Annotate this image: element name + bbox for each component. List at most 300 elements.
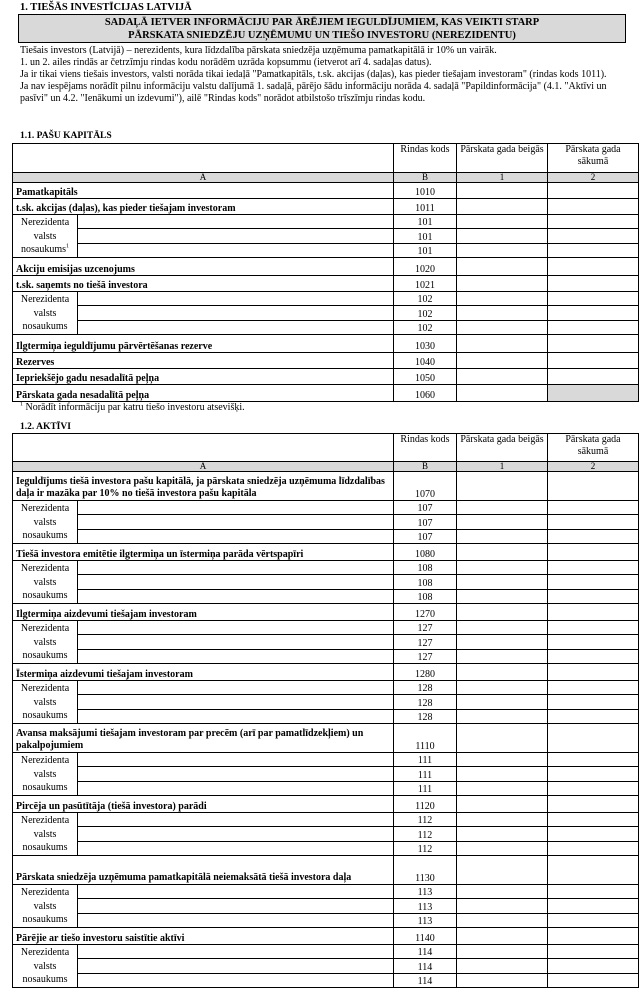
value-cell-year-start[interactable] xyxy=(548,856,639,885)
value-cell-year-end[interactable] xyxy=(457,767,548,781)
row-code: 113 xyxy=(394,913,457,927)
nonresident-row xyxy=(13,813,639,827)
row-code: 1280 xyxy=(394,664,457,681)
country-name-input[interactable] xyxy=(78,306,393,320)
header-blank xyxy=(13,434,394,462)
header-year-end: Pārskata gada beigās xyxy=(457,434,548,462)
value-cell-year-start[interactable] xyxy=(548,841,639,855)
value-cell-year-start[interactable] xyxy=(548,767,639,781)
value-cell-year-start[interactable] xyxy=(548,695,639,709)
row-code: 127 xyxy=(394,621,457,635)
col-letter-1: 1 xyxy=(457,462,548,472)
value-cell-year-start[interactable] xyxy=(548,258,639,276)
value-cell-year-end[interactable] xyxy=(457,258,548,276)
country-name-input[interactable] xyxy=(78,590,393,603)
row-1050 xyxy=(13,369,639,385)
country-name-input[interactable] xyxy=(78,530,393,543)
value-cell-year-start[interactable] xyxy=(548,796,639,813)
value-cell-year-end[interactable] xyxy=(457,664,548,681)
row-1280 xyxy=(13,664,639,681)
country-name-input[interactable] xyxy=(78,753,393,767)
label-line: Nerezidenta xyxy=(20,815,70,826)
column-letters-row xyxy=(13,173,639,183)
row-1010 xyxy=(13,183,639,199)
value-cell-year-end[interactable] xyxy=(457,183,548,199)
row-1120 xyxy=(13,796,639,813)
header-year-start: Pārskata gada sākumā xyxy=(548,434,639,462)
nonresident-country-label xyxy=(13,292,78,334)
value-cell-year-end[interactable] xyxy=(457,199,548,215)
column-letters-row xyxy=(13,462,639,472)
col-letter-a: A xyxy=(13,462,394,472)
row-label: t.sk. akcijas (daļas), kas pieder tiešajam investoram xyxy=(13,199,394,215)
row-label: Pārskata sniedzēja uzņēmuma pamatkapitālā neiemaksātā tiešā investora daļa xyxy=(13,856,394,885)
value-cell-year-end[interactable] xyxy=(457,385,548,402)
value-cell-year-end[interactable] xyxy=(457,472,548,501)
label-line: valsts xyxy=(33,960,57,972)
value-cell-year-start[interactable] xyxy=(548,709,639,723)
value-cell-year-end[interactable] xyxy=(457,243,548,257)
country-name-input[interactable] xyxy=(78,945,393,959)
label-line: valsts xyxy=(33,900,57,912)
nonresident-country-label xyxy=(13,215,78,257)
value-cell-year-start[interactable] xyxy=(548,959,639,973)
country-name-input[interactable] xyxy=(78,914,393,927)
country-inputs xyxy=(78,681,393,723)
label-line: valsts xyxy=(33,516,57,528)
value-cell-year-start[interactable] xyxy=(548,753,639,767)
label-line: valsts xyxy=(33,768,57,780)
intro-paragraph: Ja ir tikai viens tiešais investors, valsti norāda tikai iedaļā "Pamatkapitāls, t.sk. akcijas (daļas), kas pieder tiešajam investoram" (rindas kods 1011). xyxy=(20,68,607,80)
value-cell-year-start[interactable] xyxy=(548,183,639,199)
row-label: Pārējie ar tiešo investoru saistītie aktīvi xyxy=(13,928,394,945)
country-name-input[interactable] xyxy=(78,501,393,515)
form-heading: 1. TIEŠĀS INVESTĪCIJAS LATVIJĀ xyxy=(20,2,192,13)
country-name-input[interactable] xyxy=(78,561,393,575)
row-code: 1110 xyxy=(394,724,457,753)
nonresident-country-label xyxy=(13,561,78,603)
value-cell-year-end[interactable] xyxy=(457,841,548,855)
value-cell-year-start[interactable] xyxy=(548,621,639,635)
country-name-input[interactable] xyxy=(78,575,393,589)
value-cell-year-start[interactable] xyxy=(548,335,639,353)
value-cell-year-start[interactable] xyxy=(548,215,639,229)
row-code: 113 xyxy=(394,885,457,899)
nonresident-country-label xyxy=(13,945,78,987)
row-code: 112 xyxy=(394,813,457,827)
row-code: 1070 xyxy=(394,472,457,501)
country-name-input[interactable] xyxy=(78,229,393,243)
row-code: 108 xyxy=(394,589,457,603)
row-1070 xyxy=(13,472,639,501)
value-cell-year-end[interactable] xyxy=(457,813,548,827)
value-cell-year-end[interactable] xyxy=(457,515,548,529)
equity-table xyxy=(12,143,639,402)
row-code: 1020 xyxy=(394,258,457,276)
label-line: nosaukums xyxy=(22,650,68,661)
row-code: 113 xyxy=(394,899,457,913)
country-name-input[interactable] xyxy=(78,842,393,855)
row-code: 111 xyxy=(394,767,457,781)
row-code: 108 xyxy=(394,575,457,589)
country-inputs xyxy=(78,215,393,257)
row-1110 xyxy=(13,724,639,753)
row-label: Akciju emisijas uzcenojums xyxy=(13,258,394,276)
value-cell-year-end[interactable] xyxy=(457,781,548,795)
country-name-input[interactable] xyxy=(78,899,393,913)
nonresident-row xyxy=(13,501,639,515)
row-code: 1021 xyxy=(394,276,457,292)
value-cell-year-start[interactable] xyxy=(548,515,639,529)
country-name-input[interactable] xyxy=(78,782,393,795)
row-code: 1130 xyxy=(394,856,457,885)
value-cell-year-end[interactable] xyxy=(457,229,548,243)
value-cell-year-end[interactable] xyxy=(457,276,548,292)
nonresident-country-label xyxy=(13,885,78,927)
row-code: 1030 xyxy=(394,335,457,353)
disabled-cell xyxy=(548,385,639,402)
intro-paragraph: Tiešais investors (Latvijā) – nerezidents, kura līdzdalība pārskata sniedzēja uzņēmuma pamatkapitālā ir 10% un vairāk. xyxy=(20,45,497,56)
nonresident-row xyxy=(13,292,639,306)
label-line: Nerezidenta xyxy=(20,217,70,228)
nonresident-country-label xyxy=(13,501,78,543)
label-line: valsts xyxy=(33,576,57,588)
value-cell-year-end[interactable] xyxy=(457,369,548,385)
row-code: 114 xyxy=(394,945,457,959)
row-code: 114 xyxy=(394,973,457,987)
row-label: Avansa maksājumi tiešajam investoram par precēm (arī par pamatlīdzekļiem) un pakalpojumiem xyxy=(13,724,394,753)
row-code: 108 xyxy=(394,561,457,575)
label-line: valsts xyxy=(33,696,57,708)
banner-line-1: SADAĻĀ IETVER INFORMĀCIJU PAR ĀRĒJIEM IEGULDĪJUMIEM, KAS VEIKTI STARP xyxy=(104,17,540,28)
footnote-mark: 1 xyxy=(20,401,23,408)
nonresident-row xyxy=(13,215,639,229)
row-code: 107 xyxy=(394,501,457,515)
value-cell-year-end[interactable] xyxy=(457,899,548,913)
row-code: 101 xyxy=(394,243,457,257)
country-inputs xyxy=(78,945,393,987)
value-cell-year-end[interactable] xyxy=(457,724,548,753)
nonresident-country-label xyxy=(13,681,78,723)
label-line: Nerezidenta xyxy=(20,947,70,958)
row-code: 107 xyxy=(394,529,457,543)
country-name-input[interactable] xyxy=(78,710,393,723)
row-1140 xyxy=(13,928,639,945)
header-year-end: Pārskata gada beigās xyxy=(457,144,548,173)
label-line: nosaukums xyxy=(22,974,68,985)
row-1130 xyxy=(13,856,639,885)
value-cell-year-end[interactable] xyxy=(457,945,548,959)
nonresident-row xyxy=(13,681,639,695)
value-cell-year-end[interactable] xyxy=(457,575,548,589)
label-line: nosaukums xyxy=(22,782,68,793)
row-code: 1040 xyxy=(394,353,457,369)
value-cell-year-end[interactable] xyxy=(457,753,548,767)
country-name-input[interactable] xyxy=(78,695,393,709)
value-cell-year-start[interactable] xyxy=(548,561,639,575)
label-line: valsts xyxy=(33,307,57,319)
row-code: 111 xyxy=(394,781,457,795)
label-line: valsts xyxy=(33,230,57,242)
value-cell-year-start[interactable] xyxy=(548,781,639,795)
row-code: 102 xyxy=(394,320,457,334)
row-code: 114 xyxy=(394,959,457,973)
value-cell-year-start[interactable] xyxy=(548,544,639,561)
country-name-input[interactable] xyxy=(78,515,393,529)
value-cell-year-end[interactable] xyxy=(457,796,548,813)
row-code: 127 xyxy=(394,635,457,649)
label-line: valsts xyxy=(33,828,57,840)
row-label: Tiešā investora emitētie ilgtermiņa un īstermiņa parāda vērtspapīri xyxy=(13,544,394,561)
value-cell-year-start[interactable] xyxy=(548,276,639,292)
intro-paragraph: 1. un 2. ailes rindās ar četrzīmju rindas kodu norādēm uzrāda kopsummu (ietverot arī 4. sadaļas datus). xyxy=(20,56,432,68)
value-cell-year-end[interactable] xyxy=(457,827,548,841)
nonresident-block xyxy=(13,813,394,856)
value-cell-year-start[interactable] xyxy=(548,928,639,945)
country-name-input[interactable] xyxy=(78,321,393,334)
value-cell-year-start[interactable] xyxy=(548,885,639,899)
col-letter-a: A xyxy=(13,173,394,183)
header-code: Rindas kods xyxy=(394,144,457,173)
intro-text xyxy=(20,45,628,105)
country-name-input[interactable] xyxy=(78,827,393,841)
row-1030 xyxy=(13,335,639,353)
value-cell-year-end[interactable] xyxy=(457,973,548,987)
label-line: nosaukums xyxy=(22,842,68,853)
value-cell-year-start[interactable] xyxy=(548,199,639,215)
row-label: Pircēja un pasūtītāja (tiešā investora) parādi xyxy=(13,796,394,813)
row-code: 1050 xyxy=(394,369,457,385)
value-cell-year-start[interactable] xyxy=(548,320,639,334)
row-code: 128 xyxy=(394,695,457,709)
value-cell-year-end[interactable] xyxy=(457,695,548,709)
label-line: Nerezidenta xyxy=(20,563,70,574)
country-name-input[interactable] xyxy=(78,215,393,229)
label-line: Nerezidenta xyxy=(20,503,70,514)
row-1021 xyxy=(13,276,639,292)
row-label: Ilgtermiņa aizdevumi tiešajam investoram xyxy=(13,604,394,621)
value-cell-year-end[interactable] xyxy=(457,501,548,515)
nonresident-block xyxy=(13,621,394,664)
value-cell-year-start[interactable] xyxy=(548,913,639,927)
nonresident-row xyxy=(13,945,639,959)
value-cell-year-start[interactable] xyxy=(548,243,639,257)
col-letter-b: B xyxy=(394,173,457,183)
row-code: 102 xyxy=(394,292,457,306)
value-cell-year-end[interactable] xyxy=(457,959,548,973)
col-letter-1: 1 xyxy=(457,173,548,183)
nonresident-row xyxy=(13,753,639,767)
row-1060 xyxy=(13,385,639,402)
row-label: Iepriekšējo gadu nesadalītā peļņa xyxy=(13,369,394,385)
value-cell-year-start[interactable] xyxy=(548,681,639,695)
row-code: 128 xyxy=(394,681,457,695)
value-cell-year-start[interactable] xyxy=(548,813,639,827)
header-year-start: Pārskata gada sākumā xyxy=(548,144,639,173)
row-1020 xyxy=(13,258,639,276)
label-line: Nerezidenta xyxy=(20,294,70,305)
row-1040 xyxy=(13,353,639,369)
row-label: Pārskata gada nesadalītā peļņa xyxy=(13,385,394,402)
row-code: 101 xyxy=(394,229,457,243)
nonresident-country-label xyxy=(13,621,78,663)
value-cell-year-start[interactable] xyxy=(548,292,639,306)
row-code: 1140 xyxy=(394,928,457,945)
equity-section-title: 1.1. PAŠU KAPITĀLS xyxy=(20,131,112,141)
row-label: Pamatkapitāls xyxy=(13,183,394,199)
country-name-input[interactable] xyxy=(78,650,393,663)
value-cell-year-end[interactable] xyxy=(457,928,548,945)
row-code: 127 xyxy=(394,649,457,663)
row-code: 101 xyxy=(394,215,457,229)
table-header-row xyxy=(13,434,639,462)
country-name-input[interactable] xyxy=(78,974,393,987)
value-cell-year-end[interactable] xyxy=(457,709,548,723)
value-cell-year-start[interactable] xyxy=(548,229,639,243)
value-cell-year-end[interactable] xyxy=(457,621,548,635)
value-cell-year-end[interactable] xyxy=(457,913,548,927)
col-letter-b: B xyxy=(394,462,457,472)
country-name-input[interactable] xyxy=(78,767,393,781)
intro-paragraph: Ja nav iespējams norādīt pilnu informāciju valstu dalījumā 1. sadaļā, pārējo šādu informāciju norāda 4. sadaļā "Papildinformācija" (4.1. "Aktīvi un pasīvi" un 4.2. "Ienākumi un izdevumi"), ailē "Rindas kods" norādot atbilstošo trīszīmju rindas kodu. xyxy=(20,80,607,104)
col-letter-2: 2 xyxy=(548,462,639,472)
value-cell-year-end[interactable] xyxy=(457,306,548,320)
row-label: Rezerves xyxy=(13,353,394,369)
country-inputs xyxy=(78,292,393,334)
label-line: nosaukums xyxy=(22,530,68,541)
value-cell-year-end[interactable] xyxy=(457,353,548,369)
value-cell-year-start[interactable] xyxy=(548,664,639,681)
country-name-input[interactable] xyxy=(78,292,393,306)
country-inputs xyxy=(78,501,393,543)
label-line: Nerezidenta xyxy=(20,683,70,694)
nonresident-block xyxy=(13,215,394,258)
value-cell-year-start[interactable] xyxy=(548,827,639,841)
col-letter-2: 2 xyxy=(548,173,639,183)
nonresident-row xyxy=(13,561,639,575)
assets-section-title: 1.2. AKTĪVI xyxy=(20,422,71,432)
row-1011 xyxy=(13,199,639,215)
value-cell-year-start[interactable] xyxy=(548,306,639,320)
row-code: 1060 xyxy=(394,385,457,402)
nonresident-country-label xyxy=(13,753,78,795)
label-line: nosaukums xyxy=(22,710,68,721)
nonresident-block xyxy=(13,292,394,335)
value-cell-year-start[interactable] xyxy=(548,899,639,913)
value-cell-year-end[interactable] xyxy=(457,215,548,229)
nonresident-country-label xyxy=(13,813,78,855)
row-code: 1270 xyxy=(394,604,457,621)
banner-line-2: PĀRSKATA SNIEDZĒJU UZŅĒMUMU UN TIEŠO INVESTORU (NEREZIDENTU) xyxy=(128,30,516,41)
row-code: 111 xyxy=(394,753,457,767)
value-cell-year-end[interactable] xyxy=(457,649,548,663)
country-inputs xyxy=(78,885,393,927)
row-code: 1080 xyxy=(394,544,457,561)
value-cell-year-start[interactable] xyxy=(548,635,639,649)
value-cell-year-end[interactable] xyxy=(457,681,548,695)
value-cell-year-start[interactable] xyxy=(548,472,639,501)
country-name-input[interactable] xyxy=(78,813,393,827)
table-header-row xyxy=(13,144,639,173)
row-label: Ilgtermiņa ieguldījumu pārvērtēšanas rezerve xyxy=(13,335,394,353)
value-cell-year-start[interactable] xyxy=(548,501,639,515)
country-inputs xyxy=(78,561,393,603)
row-code: 112 xyxy=(394,841,457,855)
nonresident-row xyxy=(13,885,639,899)
nonresident-row xyxy=(13,621,639,635)
row-code: 1010 xyxy=(394,183,457,199)
header-code: Rindas kods xyxy=(394,434,457,462)
label-line: Nerezidenta xyxy=(20,623,70,634)
value-cell-year-end[interactable] xyxy=(457,604,548,621)
country-name-input[interactable] xyxy=(78,621,393,635)
value-cell-year-end[interactable] xyxy=(457,335,548,353)
value-cell-year-end[interactable] xyxy=(457,856,548,885)
country-name-input[interactable] xyxy=(78,635,393,649)
value-cell-year-end[interactable] xyxy=(457,561,548,575)
row-label: Īstermiņa aizdevumi tiešajam investoram xyxy=(13,664,394,681)
assets-table xyxy=(12,433,639,988)
row-code: 102 xyxy=(394,306,457,320)
value-cell-year-start[interactable] xyxy=(548,575,639,589)
value-cell-year-start[interactable] xyxy=(548,369,639,385)
country-name-input[interactable] xyxy=(78,959,393,973)
country-inputs xyxy=(78,813,393,855)
footnote-mark: 1 xyxy=(66,243,69,250)
value-cell-year-end[interactable] xyxy=(457,544,548,561)
country-inputs xyxy=(78,621,393,663)
value-cell-year-start[interactable] xyxy=(548,649,639,663)
nonresident-block xyxy=(13,945,394,988)
value-cell-year-start[interactable] xyxy=(548,724,639,753)
country-name-input[interactable] xyxy=(78,885,393,899)
value-cell-year-start[interactable] xyxy=(548,589,639,603)
header-blank xyxy=(13,144,394,173)
nonresident-block xyxy=(13,561,394,604)
nonresident-block xyxy=(13,681,394,724)
value-cell-year-start[interactable] xyxy=(548,353,639,369)
label-line: nosaukums xyxy=(22,590,68,601)
label-line: valsts xyxy=(33,636,57,648)
section-banner xyxy=(18,14,626,43)
value-cell-year-end[interactable] xyxy=(457,635,548,649)
country-name-input[interactable] xyxy=(78,244,393,257)
label-line: nosaukums xyxy=(22,914,68,925)
row-code: 107 xyxy=(394,515,457,529)
row-code: 1120 xyxy=(394,796,457,813)
value-cell-year-start[interactable] xyxy=(548,945,639,959)
country-inputs xyxy=(78,753,393,795)
footnote xyxy=(20,402,245,413)
value-cell-year-start[interactable] xyxy=(548,604,639,621)
label-line: nosaukums xyxy=(21,244,66,255)
country-name-input[interactable] xyxy=(78,681,393,695)
row-label: t.sk. saņemts no tiešā investora xyxy=(13,276,394,292)
value-cell-year-start[interactable] xyxy=(548,973,639,987)
label-line: Nerezidenta xyxy=(20,755,70,766)
value-cell-year-end[interactable] xyxy=(457,529,548,543)
value-cell-year-end[interactable] xyxy=(457,589,548,603)
value-cell-year-end[interactable] xyxy=(457,885,548,899)
row-code: 1011 xyxy=(394,199,457,215)
label-line: Nerezidenta xyxy=(20,887,70,898)
nonresident-block xyxy=(13,501,394,544)
value-cell-year-start[interactable] xyxy=(548,529,639,543)
row-label: Ieguldījums tiešā investora pašu kapitālā, ja pārskata sniedzēja uzņēmuma līdzdalības daļa ir mazāka par 10% no tiešā investora pašu kapitāla xyxy=(13,472,394,501)
value-cell-year-end[interactable] xyxy=(457,292,548,306)
value-cell-year-end[interactable] xyxy=(457,320,548,334)
label-line: nosaukums xyxy=(22,321,68,332)
